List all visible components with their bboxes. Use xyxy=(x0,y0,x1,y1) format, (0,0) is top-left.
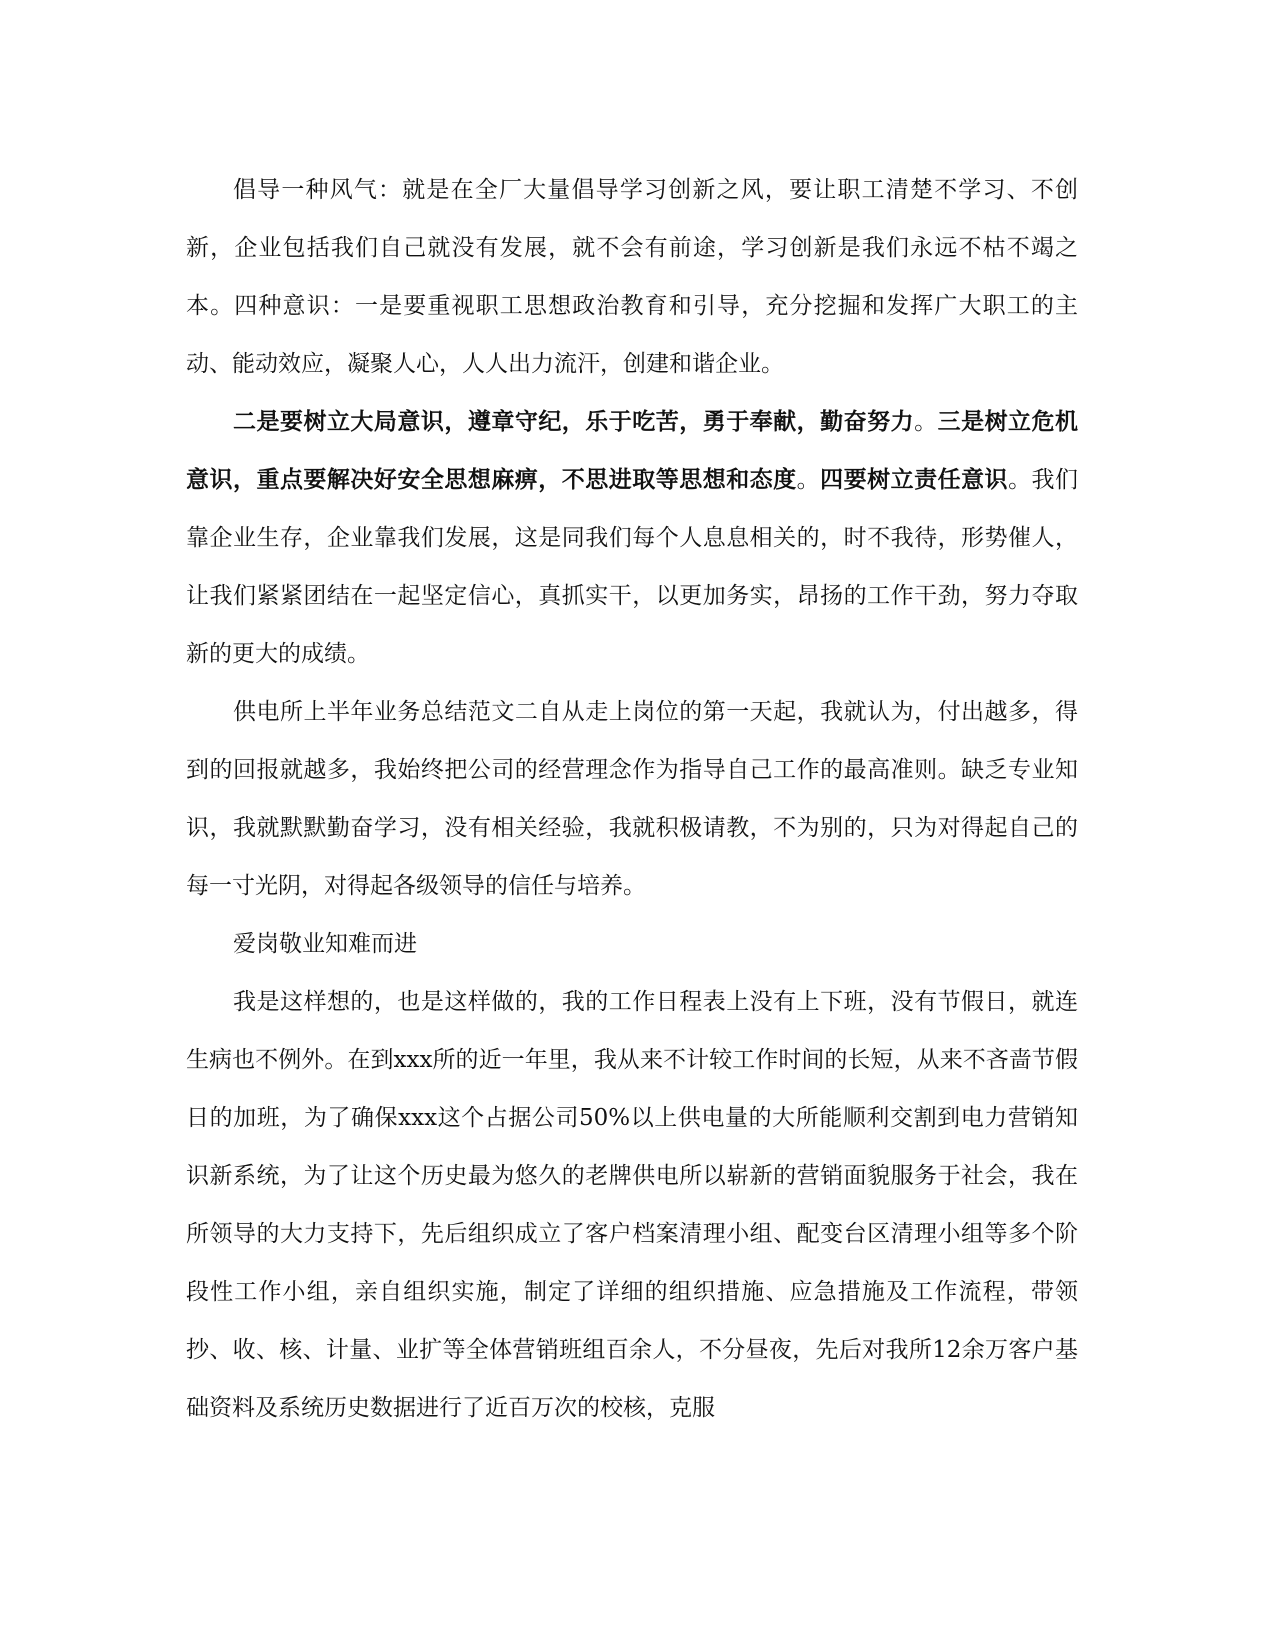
paragraph-3: 供电所上半年业务总结范文二自从走上岗位的第一天起，我就认为，付出越多，得到的回报就越多，我始终把公司的经营理念作为指导自己工作的最高准则。缺乏专业知识，我就默默勤奋学习，没有相关经验，我就积极请教，不为别的，只为对得起自己的每一寸光阴，对得起各级领导的信任与培养。 xyxy=(186,699,1078,899)
section-heading: 爱岗敬业知难而进 xyxy=(233,931,417,957)
paragraph-5: 我是这样想的，也是这样做的，我的工作日程表上没有上下班，没有节假日，就连生病也不例外。在到xxx所的近一年里，我从来不计较工作时间的长短，从来不吝啬节假日的加班，为了确保xxx这个占据公司50%以上供电量的大所能顺利交割到电力营销知识新系统，为了让这个历史最为悠久的老牌供电所以崭新的营销面貌服务于社会，我在所领导的大力支持下，先后组织成立了客户档案清理小组、配变台区清理小组等多个阶段性工作小组，亲自组织实施，制定了详细的组织措施、应急措施及工作流程，带领抄、收、核、计量、业扩等全体营销班组百余人，不分昼夜，先后对我所12余万客户基础资料及系统历史数据进行了近百万次的校核，克服 xyxy=(186,989,1078,1421)
paragraph-2 xyxy=(186,393,1078,683)
plain-text-2: 。 xyxy=(796,467,821,493)
bold-text-1: 二是要树立大局意识，遵章守纪，乐于吃苦，勇于奉献，勤奋努力 xyxy=(233,408,915,435)
paragraph-1: 倡导一种风气：就是在全厂大量倡导学习创新之风，要让职工清楚不学习、不创新，企业包括我们自己就没有发展，就不会有前途，学习创新是我们永远不枯不竭之本。四种意识：一是要重视职工思想政治教育和引导，充分挖掘和发挥广大职工的主动、能动效应，凝聚人心，人人出力流汗，创建和谐企业。 xyxy=(186,177,1078,377)
document-body xyxy=(186,161,1078,1437)
bold-text-3: 四要树立责任意识 xyxy=(820,466,1009,493)
plain-text-3: 。我们靠企业生存，企业靠我们发展，这是同我们每个人息息相关的，时不我待，形势催人，让我们紧紧团结在一起坚定信心，真抓实干，以更加务实，昂扬的工作干劲，努力夺取新的更大的成绩。 xyxy=(186,467,1079,667)
plain-text-1: 。 xyxy=(914,409,938,435)
bold-text-2: 三是树立危机意识，重点要解决好安全思想麻痹，不思进取等思想和态度 xyxy=(186,408,1079,493)
